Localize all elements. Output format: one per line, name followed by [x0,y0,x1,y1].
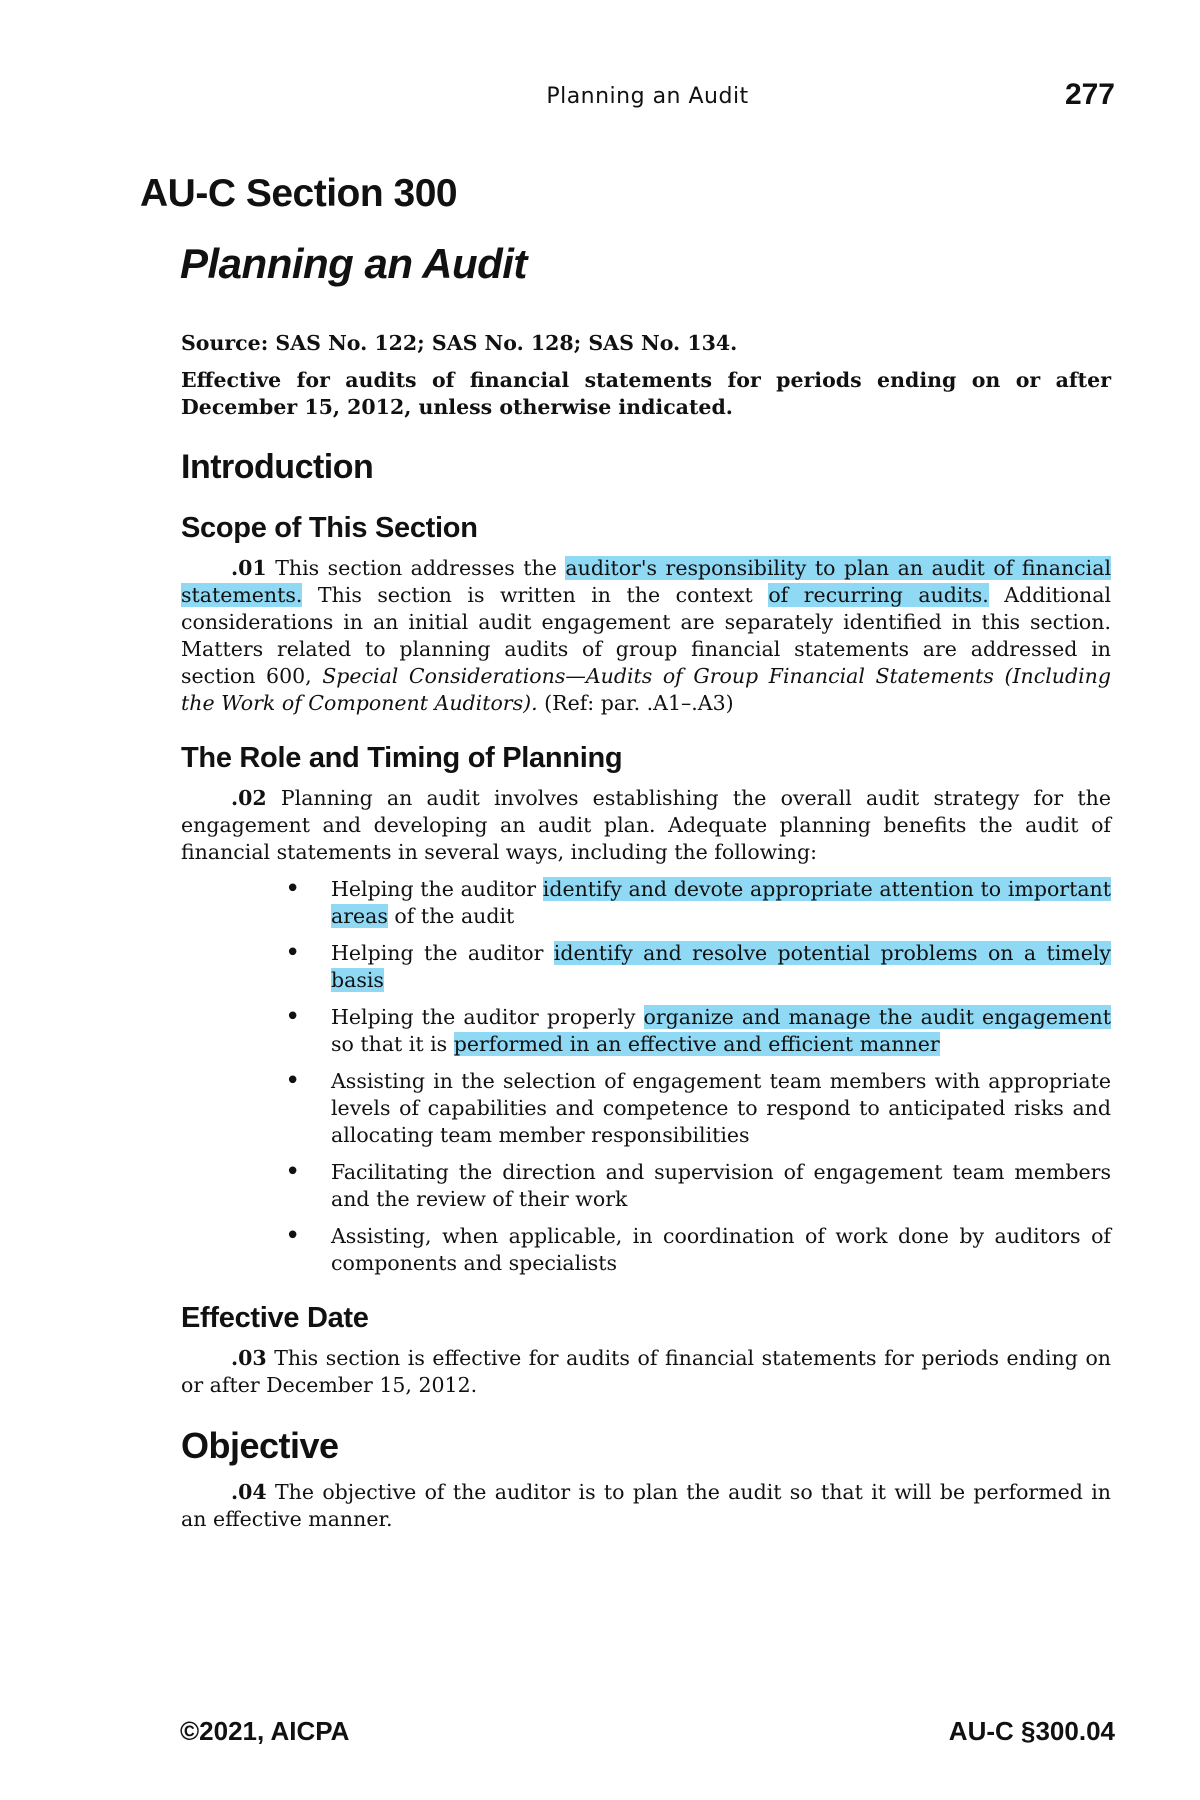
text-run: Facilitating the direction and supervision of engagement team members and the review of their work [331,1160,1111,1211]
list-item [331,1223,1111,1277]
paragraph-number: .01 [231,556,267,580]
text-run: of the audit [387,904,515,928]
introduction-heading: Introduction [181,448,374,486]
effective-date-heading: Effective Date [181,1302,369,1334]
text-run: so that it is [331,1032,454,1056]
paragraph-03 [181,1345,1111,1399]
page-number: 277 [1064,78,1115,111]
section-600-title: Special Considerations—Audits of Group Financial Statements (Including the Work of Component Auditors). [181,664,1112,715]
section-reference: AU-C §300.04 [948,1716,1115,1746]
highlighted-text: identify and resolve potential problems on a timely basis [331,941,1111,992]
paragraph-02 [181,785,1111,866]
paragraph-number: .03 [231,1346,267,1370]
highlighted-text: of recurring audits. [768,583,989,607]
list-item [331,1004,1111,1058]
paragraph-number: .02 [231,786,267,810]
copyright: ©2021, AICPA [180,1716,350,1746]
text-run: This section is effective for audits of financial statements for periods ending on or after December 15, 2012. [181,1346,1111,1397]
effective-line: Effective for audits of financial statements for periods ending on or after December 15, 2012, unless otherwise indicated. [181,368,1111,419]
text-run: Helping the auditor [331,941,554,965]
role-heading: The Role and Timing of Planning [181,742,623,774]
objective-heading: Objective [181,1425,339,1466]
running-title: Planning an Audit [546,84,749,109]
section-title: AU-C Section 300 [140,172,458,215]
highlighted-text: performed in an effective and efficient manner [453,1032,940,1056]
highlighted-text: organize and manage the audit engagement [643,1005,1111,1029]
text-run: Assisting in the selection of engagement team members with appropriate levels of capabilities and competence to respond to anticipated risks and allocating team member responsibilities [331,1069,1111,1147]
paragraph-04 [181,1479,1111,1533]
text-run: Helping the auditor [331,877,543,901]
text-run: Planning an audit involves establishing the overall audit strategy for the engagement and developing an audit plan. Adequate planning benefits the audit of financial statements in several ways, including the following: [181,786,1111,864]
list-item [331,876,1111,930]
text-run: Helping the auditor properly [331,1005,644,1029]
text-run: Additional considerations in an initial audit engagement are separately identified in this section. Matters related to planning audits of group financial statements are addressed in section 600, [181,583,1112,688]
list-item [331,1068,1111,1149]
benefits-list [181,876,1111,1277]
highlighted-text: auditor's responsibility to plan an audit of financial statements. [181,556,1111,607]
text-run: This section addresses the [275,556,566,580]
page-footer [180,1716,1115,1756]
page-header [180,80,1115,120]
highlighted-text: identify and devote appropriate attention to important areas [331,877,1111,928]
reference-link: (Ref: par. .A1–.A3) [537,691,734,715]
list-item [331,940,1111,994]
paragraph-number: .04 [231,1480,267,1504]
text-run: This section is written in the context [302,583,769,607]
document-body [181,330,1111,1533]
text-run: The objective of the auditor is to plan the audit so that it will be performed in an effective manner. [181,1480,1111,1531]
paragraph-01 [181,555,1111,717]
source-line: Source: SAS No. 122; SAS No. 128; SAS No. 134. [181,331,738,355]
scope-heading: Scope of This Section [181,512,478,544]
section-subtitle: Planning an Audit [180,240,527,287]
list-item [331,1159,1111,1213]
text-run: Assisting, when applicable, in coordination of work done by auditors of components and specialists [331,1224,1111,1275]
